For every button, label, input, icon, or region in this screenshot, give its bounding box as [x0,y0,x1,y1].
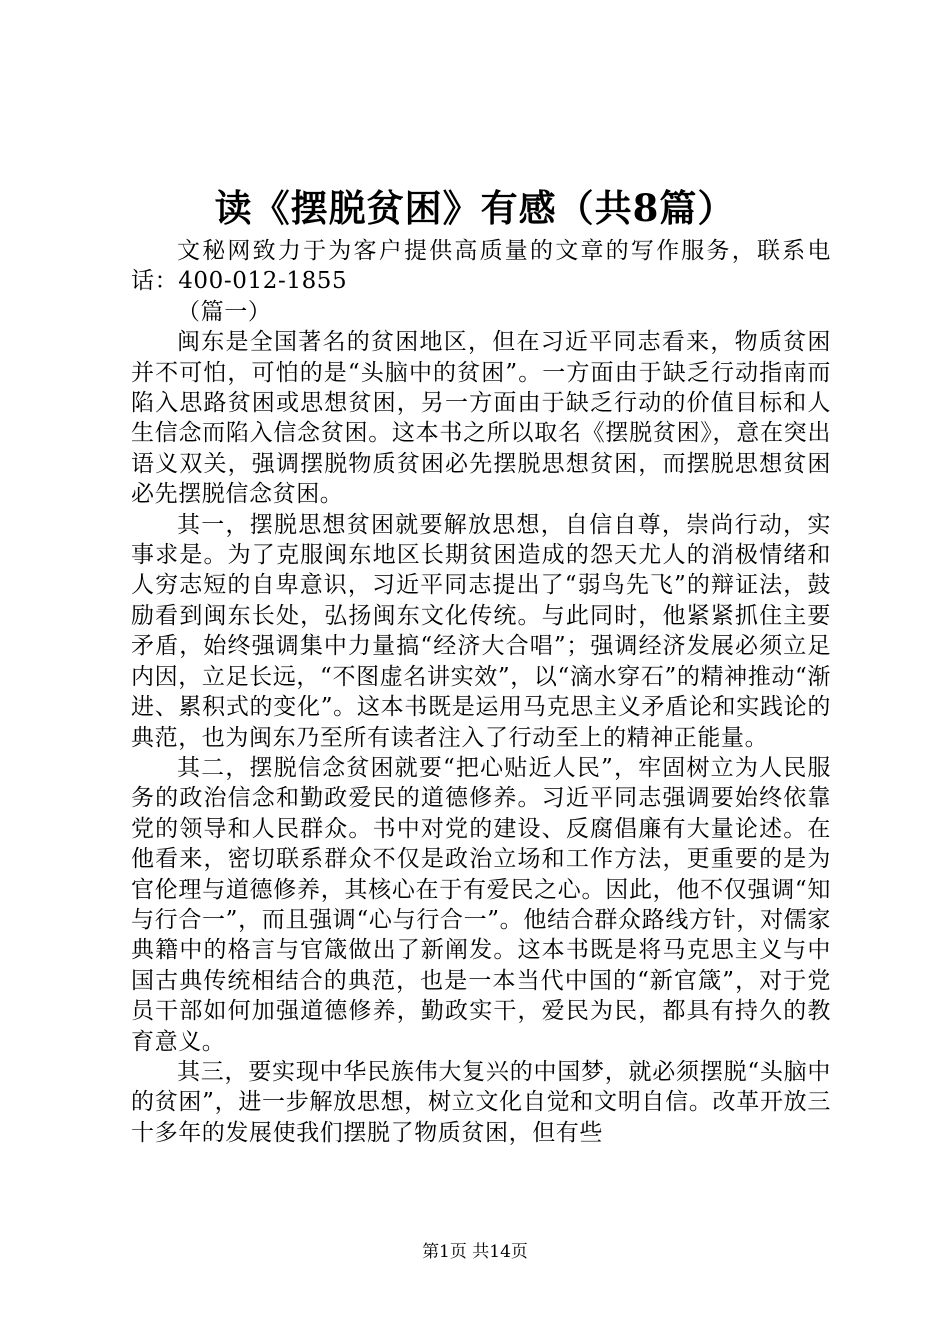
intro-paragraph: 文秘网致力于为客户提供高质量的文章的写作服务，联系电话：400-012-1855 [131,238,831,295]
document-body [131,236,831,1148]
page-title: 读《摆脱贫困》有感（共8篇） [214,186,736,230]
paragraph: 闽东是全国著名的贫困地区，但在习近平同志看来，物质贫困并不可怕，可怕的是“头脑中的贫困”。一方面由于缺乏行动指南而陷入思路贫困或思想贫困，另一方面由于缺乏行动的价值目标和人生信念而陷入信念贫困。这本书之所以取名《摆脱贫困》，意在突出语义双关，强调摆脱物质贫困必先摆脱思想贫困，而摆脱思想贫困必先摆脱信念贫困。 [131,329,831,508]
paragraph: 其三，要实现中华民族伟大复兴的中国梦，就必须摆脱“头脑中的贫困”，进一步解放思想，树立文化自觉和文明自信。改革开放三十多年的发展使我们摆脱了物质贫困，但有些 [131,1058,831,1146]
page-footer: 第1页 共14页 [422,1242,528,1262]
paragraph: 其一，摆脱思想贫困就要解放思想，自信自尊，崇尚行动，实事求是。为了克服闽东地区长期贫困造成的怨天尤人的消极情绪和人穷志短的自卑意识，习近平同志提出了“弱鸟先飞”的辩证法，鼓励看到闽东长处，弘扬闽东文化传统。与此同时，他紧紧抓住主要矛盾，始终强调集中力量搞“经济大合唱”；强调经济发展必须立足内因，立足长远，“不图虚名讲实效”，以“滴水穿石”的精神推动“渐进、累积式的变化”。这本书既是运用马克思主义矛盾论和实践论的典范，也为闽东乃至所有读者注入了行动至上的精神正能量。 [131,511,831,751]
paragraph: 其二，摆脱信念贫困就要“把心贴近人民”，牢固树立为人民服务的政治信念和勤政爱民的道德修养。习近平同志强调要始终依靠党的领导和人民群众。书中对党的建设、反腐倡廉有大量论述。在他看来，密切联系群众不仅是政治立场和工作方法，更重要的是为官伦理与道德修养，其核心在于有爱民之心。因此，他不仅强调“知与行合一”，而且强调“心与行合一”。他结合群众路线方针，对儒家典籍中的格言与官箴做出了新阐发。这本书既是将马克思主义与中国古典传统相结合的典范，也是一本当代中国的“新官箴”，对于党员干部如何加强道德修养，勤政实干，爱民为民，都具有持久的教育意义。 [131,754,831,1055]
section-heading: （篇一） [177,298,272,325]
